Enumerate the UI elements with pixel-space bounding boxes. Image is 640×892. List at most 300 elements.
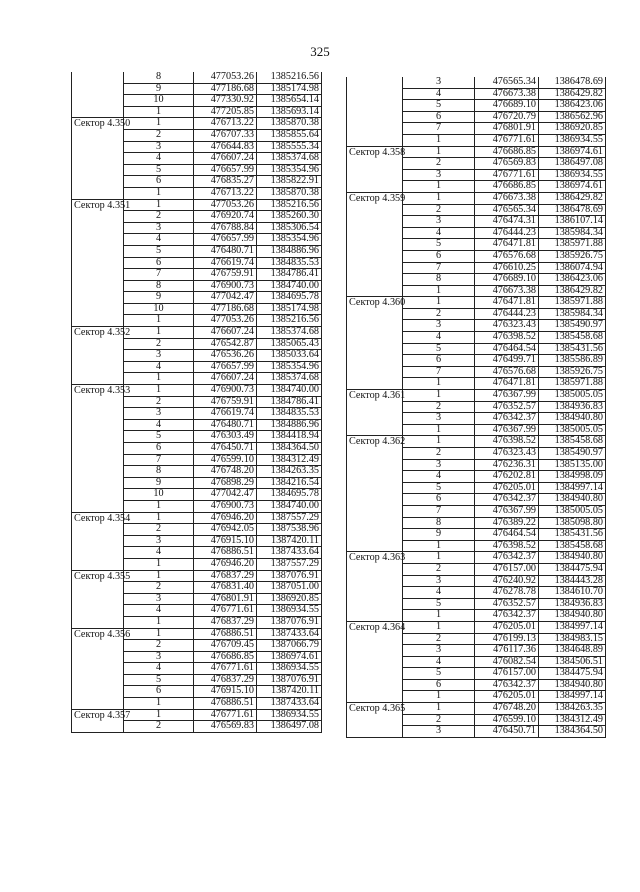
- y-coordinate: 1386934.55: [257, 663, 322, 675]
- point-number: 9: [124, 292, 194, 304]
- x-coordinate: 477053.26: [194, 199, 257, 211]
- y-coordinate: 1385374.68: [257, 153, 322, 165]
- point-number: 5: [124, 674, 194, 686]
- y-coordinate: 1385693.14: [257, 106, 322, 118]
- point-number: 4: [124, 663, 194, 675]
- y-coordinate: 1386934.55: [539, 134, 606, 146]
- x-coordinate: 476398.52: [475, 332, 539, 344]
- sector-label: Сектор 4.354: [72, 512, 124, 570]
- x-coordinate: 477330.92: [194, 95, 257, 107]
- x-coordinate: 476900.73: [194, 280, 257, 292]
- sector-label: Сектор 4.357: [72, 709, 124, 732]
- y-coordinate: 1385870.38: [257, 187, 322, 199]
- y-coordinate: 1386423.06: [539, 274, 606, 286]
- table-row: [347, 552, 606, 564]
- sector-label: Сектор 4.350: [72, 118, 124, 199]
- point-number: 1: [403, 703, 475, 715]
- x-coordinate: 476748.20: [194, 466, 257, 478]
- y-coordinate: 1384997.14: [539, 482, 606, 494]
- x-coordinate: 476707.33: [194, 129, 257, 141]
- y-coordinate: 1386562.96: [539, 111, 606, 123]
- sector-group: [347, 436, 606, 552]
- sector-label: Сектор 4.353: [72, 385, 124, 513]
- point-number: 1: [403, 192, 475, 204]
- x-coordinate: 476471.81: [475, 239, 539, 251]
- sector-label: Сектор 4.361: [347, 390, 403, 436]
- y-coordinate: 1384886.96: [257, 419, 322, 431]
- y-coordinate: 1385174.98: [257, 83, 322, 95]
- point-number: 1: [403, 424, 475, 436]
- x-coordinate: 476619.74: [194, 408, 257, 420]
- point-number: 3: [403, 459, 475, 471]
- y-coordinate: 1386429.82: [539, 88, 606, 100]
- x-coordinate: 476542.87: [194, 338, 257, 350]
- y-coordinate: 1386429.82: [539, 192, 606, 204]
- x-coordinate: 476480.71: [194, 245, 257, 257]
- point-number: 4: [403, 332, 475, 344]
- point-number: 7: [124, 269, 194, 281]
- x-coordinate: 477042.47: [194, 292, 257, 304]
- sector-group: [347, 297, 606, 390]
- x-coordinate: 476657.99: [194, 164, 257, 176]
- point-number: 4: [124, 419, 194, 431]
- x-coordinate: 476837.29: [194, 570, 257, 582]
- y-coordinate: 1384983.15: [539, 633, 606, 645]
- y-coordinate: 1385926.75: [539, 250, 606, 262]
- y-coordinate: 1384786.41: [257, 396, 322, 408]
- point-number: 3: [124, 141, 194, 153]
- y-coordinate: 1384695.78: [257, 292, 322, 304]
- point-number: 1: [124, 570, 194, 582]
- sector-label: Сектор 4.363: [347, 552, 403, 622]
- y-coordinate: 1385354.96: [257, 361, 322, 373]
- x-coordinate: 476471.81: [475, 378, 539, 390]
- y-coordinate: 1385260.30: [257, 211, 322, 223]
- y-coordinate: 1384886.96: [257, 245, 322, 257]
- y-coordinate: 1385374.68: [257, 327, 322, 339]
- y-coordinate: 1385098.80: [539, 517, 606, 529]
- point-number: 5: [124, 164, 194, 176]
- point-number: 2: [124, 524, 194, 536]
- point-number: 3: [124, 593, 194, 605]
- x-coordinate: 476323.43: [475, 448, 539, 460]
- point-number: 1: [124, 373, 194, 385]
- table-row: [72, 570, 322, 582]
- x-coordinate: 476471.81: [475, 297, 539, 309]
- point-number: 6: [403, 250, 475, 262]
- x-coordinate: 476898.29: [194, 477, 257, 489]
- y-coordinate: 1386974.61: [257, 651, 322, 663]
- point-number: 4: [124, 361, 194, 373]
- point-number: 10: [124, 303, 194, 315]
- point-number: 6: [124, 686, 194, 698]
- y-coordinate: 1384443.28: [539, 575, 606, 587]
- point-number: 2: [403, 401, 475, 413]
- x-coordinate: 476771.61: [194, 709, 257, 721]
- x-coordinate: 476303.49: [194, 431, 257, 443]
- x-coordinate: 476607.24: [194, 327, 257, 339]
- point-number: 10: [124, 489, 194, 501]
- x-coordinate: 476202.81: [475, 471, 539, 483]
- y-coordinate: 1385654.14: [257, 95, 322, 107]
- x-coordinate: 476536.26: [194, 350, 257, 362]
- point-number: 1: [124, 709, 194, 721]
- x-coordinate: 476837.29: [194, 674, 257, 686]
- x-coordinate: 477186.68: [194, 303, 257, 315]
- table-row: [347, 77, 606, 88]
- x-coordinate: 476205.01: [475, 621, 539, 633]
- point-number: 3: [403, 575, 475, 587]
- point-number: 6: [403, 679, 475, 691]
- y-coordinate: 1384998.09: [539, 471, 606, 483]
- x-coordinate: 476657.99: [194, 234, 257, 246]
- y-coordinate: 1384940.80: [539, 679, 606, 691]
- sector-group: [347, 552, 606, 622]
- x-coordinate: 476236.31: [475, 459, 539, 471]
- coordinates-table-left: [71, 72, 322, 733]
- table-row: [72, 709, 322, 721]
- y-coordinate: 1384312.49: [257, 454, 322, 466]
- point-number: 2: [403, 633, 475, 645]
- table-row: [347, 192, 606, 204]
- y-coordinate: 1387557.29: [257, 558, 322, 570]
- x-coordinate: 476771.61: [194, 605, 257, 617]
- y-coordinate: 1385005.05: [539, 424, 606, 436]
- x-coordinate: 476942.05: [194, 524, 257, 536]
- x-coordinate: 476713.22: [194, 118, 257, 130]
- point-number: 1: [124, 616, 194, 628]
- point-number: 3: [403, 413, 475, 425]
- point-number: 1: [124, 512, 194, 524]
- point-number: 7: [403, 505, 475, 517]
- table-row: [72, 512, 322, 524]
- y-coordinate: 1384740.00: [257, 280, 322, 292]
- table-row: [72, 385, 322, 397]
- x-coordinate: 476886.51: [194, 698, 257, 710]
- y-coordinate: 1386974.61: [539, 146, 606, 158]
- x-coordinate: 476771.61: [194, 663, 257, 675]
- x-coordinate: 476565.34: [475, 204, 539, 216]
- y-coordinate: 1385033.64: [257, 350, 322, 362]
- x-coordinate: 476915.10: [194, 686, 257, 698]
- point-number: 2: [403, 158, 475, 170]
- point-number: 8: [403, 274, 475, 286]
- sector-label: Сектор 4.359: [347, 192, 403, 296]
- y-coordinate: 1384610.70: [539, 587, 606, 599]
- point-number: 1: [124, 558, 194, 570]
- point-number: 5: [403, 482, 475, 494]
- x-coordinate: 476157.00: [475, 668, 539, 680]
- point-number: 6: [403, 111, 475, 123]
- point-number: 7: [124, 454, 194, 466]
- x-coordinate: 476644.83: [194, 141, 257, 153]
- y-coordinate: 1385984.34: [539, 308, 606, 320]
- point-number: 1: [403, 134, 475, 146]
- x-coordinate: 476686.85: [475, 181, 539, 193]
- x-coordinate: 476837.29: [194, 616, 257, 628]
- sector-group: [72, 709, 322, 732]
- y-coordinate: 1386974.61: [539, 181, 606, 193]
- point-number: 1: [124, 698, 194, 710]
- x-coordinate: 476835.27: [194, 176, 257, 188]
- y-coordinate: 1384997.14: [539, 691, 606, 703]
- point-number: 2: [124, 129, 194, 141]
- point-number: 2: [403, 448, 475, 460]
- sector-group: [347, 390, 606, 436]
- y-coordinate: 1386074.94: [539, 262, 606, 274]
- y-coordinate: 1387076.91: [257, 616, 322, 628]
- sector-label: Сектор 4.360: [347, 297, 403, 390]
- y-coordinate: 1386423.06: [539, 100, 606, 112]
- table-row: [72, 118, 322, 130]
- point-number: 4: [124, 234, 194, 246]
- x-coordinate: 476801.91: [194, 593, 257, 605]
- sector-label: [347, 77, 403, 146]
- sector-label: Сектор 4.364: [347, 621, 403, 702]
- y-coordinate: 1385354.96: [257, 164, 322, 176]
- point-number: 1: [124, 106, 194, 118]
- x-coordinate: 477053.26: [194, 72, 257, 83]
- x-coordinate: 476689.10: [475, 274, 539, 286]
- point-number: 3: [403, 77, 475, 88]
- x-coordinate: 476619.74: [194, 257, 257, 269]
- sector-group: [347, 621, 606, 702]
- point-number: 1: [124, 187, 194, 199]
- y-coordinate: 1384312.49: [539, 714, 606, 726]
- x-coordinate: 477205.85: [194, 106, 257, 118]
- point-number: 5: [403, 239, 475, 251]
- x-coordinate: 476205.01: [475, 482, 539, 494]
- point-number: 2: [124, 211, 194, 223]
- x-coordinate: 476920.74: [194, 211, 257, 223]
- point-number: 4: [124, 547, 194, 559]
- x-coordinate: 476831.40: [194, 582, 257, 594]
- point-number: 1: [403, 436, 475, 448]
- x-coordinate: 476673.38: [475, 192, 539, 204]
- sector-group: [72, 199, 322, 327]
- point-number: 4: [403, 88, 475, 100]
- sector-group: [72, 385, 322, 513]
- point-number: 6: [403, 494, 475, 506]
- point-number: 1: [403, 146, 475, 158]
- x-coordinate: 476576.68: [475, 366, 539, 378]
- y-coordinate: 1385984.34: [539, 227, 606, 239]
- y-coordinate: 1384936.83: [539, 401, 606, 413]
- x-coordinate: 476367.99: [475, 390, 539, 402]
- point-number: 5: [124, 245, 194, 257]
- point-number: 2: [124, 582, 194, 594]
- point-number: 2: [403, 308, 475, 320]
- x-coordinate: 477042.47: [194, 489, 257, 501]
- y-coordinate: 1387433.64: [257, 698, 322, 710]
- table-row: [347, 621, 606, 633]
- table-row: [347, 703, 606, 715]
- y-coordinate: 1384940.80: [539, 413, 606, 425]
- x-coordinate: 476657.99: [194, 361, 257, 373]
- y-coordinate: 1384475.94: [539, 668, 606, 680]
- point-number: 5: [403, 100, 475, 112]
- x-coordinate: 476352.57: [475, 598, 539, 610]
- point-number: 7: [403, 262, 475, 274]
- x-coordinate: 477186.68: [194, 83, 257, 95]
- y-coordinate: 1385216.56: [257, 199, 322, 211]
- sector-label: Сектор 4.355: [72, 570, 124, 628]
- y-coordinate: 1385971.88: [539, 297, 606, 309]
- table-row: [347, 146, 606, 158]
- point-number: 1: [124, 327, 194, 339]
- x-coordinate: 476801.91: [475, 123, 539, 135]
- x-coordinate: 476444.23: [475, 308, 539, 320]
- x-coordinate: 476450.71: [475, 726, 539, 738]
- y-coordinate: 1387051.00: [257, 582, 322, 594]
- point-number: 1: [124, 500, 194, 512]
- point-number: 1: [403, 691, 475, 703]
- x-coordinate: 477053.26: [194, 315, 257, 327]
- y-coordinate: 1384364.50: [257, 443, 322, 455]
- y-coordinate: 1387076.91: [257, 570, 322, 582]
- point-number: 1: [403, 610, 475, 622]
- x-coordinate: 476748.20: [475, 703, 539, 715]
- y-coordinate: 1386478.69: [539, 77, 606, 88]
- y-coordinate: 1384216.54: [257, 477, 322, 489]
- x-coordinate: 476713.22: [194, 187, 257, 199]
- point-number: 3: [124, 222, 194, 234]
- y-coordinate: 1384740.00: [257, 385, 322, 397]
- x-coordinate: 476464.54: [475, 529, 539, 541]
- x-coordinate: 476450.71: [194, 443, 257, 455]
- x-coordinate: 476342.37: [475, 413, 539, 425]
- y-coordinate: 1387433.64: [257, 628, 322, 640]
- point-number: 4: [403, 587, 475, 599]
- y-coordinate: 1387420.11: [257, 535, 322, 547]
- y-coordinate: 1384940.80: [539, 552, 606, 564]
- y-coordinate: 1384940.80: [539, 610, 606, 622]
- y-coordinate: 1385374.68: [257, 373, 322, 385]
- y-coordinate: 1385216.56: [257, 315, 322, 327]
- y-coordinate: 1385354.96: [257, 234, 322, 246]
- sector-label: Сектор 4.352: [72, 327, 124, 385]
- y-coordinate: 1385926.75: [539, 366, 606, 378]
- x-coordinate: 476900.73: [194, 385, 257, 397]
- x-coordinate: 476569.83: [194, 721, 257, 733]
- y-coordinate: 1384740.00: [257, 500, 322, 512]
- x-coordinate: 476444.23: [475, 227, 539, 239]
- y-coordinate: 1384648.89: [539, 645, 606, 657]
- sector-group: [347, 703, 606, 738]
- x-coordinate: 476342.37: [475, 610, 539, 622]
- point-number: 1: [403, 540, 475, 552]
- sector-group: [72, 327, 322, 385]
- point-number: 10: [124, 95, 194, 107]
- x-coordinate: 476480.71: [194, 419, 257, 431]
- point-number: 9: [403, 529, 475, 541]
- x-coordinate: 476342.37: [475, 494, 539, 506]
- y-coordinate: 1387557.29: [257, 512, 322, 524]
- point-number: 3: [124, 350, 194, 362]
- point-number: 1: [403, 552, 475, 564]
- y-coordinate: 1384418.94: [257, 431, 322, 443]
- y-coordinate: 1384263.35: [539, 703, 606, 715]
- x-coordinate: 476205.01: [475, 691, 539, 703]
- point-number: 7: [403, 123, 475, 135]
- y-coordinate: 1385458.68: [539, 540, 606, 552]
- point-number: 1: [124, 199, 194, 211]
- x-coordinate: 476323.43: [475, 320, 539, 332]
- y-coordinate: 1385458.68: [539, 332, 606, 344]
- sector-group: [347, 146, 606, 192]
- sector-group: [72, 570, 322, 628]
- sector-group: [347, 77, 606, 146]
- x-coordinate: 476788.84: [194, 222, 257, 234]
- x-coordinate: 476569.83: [475, 158, 539, 170]
- y-coordinate: 1385555.34: [257, 141, 322, 153]
- point-number: 5: [403, 343, 475, 355]
- y-coordinate: 1387066.79: [257, 640, 322, 652]
- x-coordinate: 476673.38: [475, 88, 539, 100]
- y-coordinate: 1386497.08: [257, 721, 322, 733]
- y-coordinate: 1385855.64: [257, 129, 322, 141]
- x-coordinate: 476474.31: [475, 216, 539, 228]
- x-coordinate: 476771.61: [475, 169, 539, 181]
- y-coordinate: 1385005.05: [539, 505, 606, 517]
- point-number: 8: [124, 466, 194, 478]
- table-row: [72, 327, 322, 339]
- y-coordinate: 1384506.51: [539, 656, 606, 668]
- point-number: 5: [124, 431, 194, 443]
- table-row: [72, 72, 322, 83]
- point-number: 4: [124, 153, 194, 165]
- y-coordinate: 1384475.94: [539, 563, 606, 575]
- point-number: 3: [403, 726, 475, 738]
- x-coordinate: 476720.79: [475, 111, 539, 123]
- x-coordinate: 476946.20: [194, 558, 257, 570]
- y-coordinate: 1386107.14: [539, 216, 606, 228]
- point-number: 4: [403, 656, 475, 668]
- y-coordinate: 1387538.96: [257, 524, 322, 536]
- sector-group: [72, 72, 322, 118]
- x-coordinate: 476599.10: [194, 454, 257, 466]
- y-coordinate: 1386497.08: [539, 158, 606, 170]
- sector-label: Сектор 4.365: [347, 703, 403, 738]
- point-number: 1: [403, 181, 475, 193]
- sector-group: [72, 512, 322, 570]
- point-number: 1: [403, 378, 475, 390]
- coordinates-table-right: [346, 77, 606, 738]
- x-coordinate: 476565.34: [475, 77, 539, 88]
- x-coordinate: 476082.54: [475, 656, 539, 668]
- x-coordinate: 476886.51: [194, 628, 257, 640]
- point-number: 1: [124, 118, 194, 130]
- x-coordinate: 476367.99: [475, 505, 539, 517]
- x-coordinate: 476199.13: [475, 633, 539, 645]
- x-coordinate: 476771.61: [475, 134, 539, 146]
- x-coordinate: 476686.85: [475, 146, 539, 158]
- sector-group: [72, 118, 322, 199]
- x-coordinate: 476709.45: [194, 640, 257, 652]
- y-coordinate: 1387420.11: [257, 686, 322, 698]
- sector-label: Сектор 4.362: [347, 436, 403, 552]
- x-coordinate: 476240.92: [475, 575, 539, 587]
- y-coordinate: 1386920.85: [257, 593, 322, 605]
- x-coordinate: 476157.00: [475, 563, 539, 575]
- point-number: 3: [403, 216, 475, 228]
- x-coordinate: 476689.10: [475, 100, 539, 112]
- y-coordinate: 1386920.85: [539, 123, 606, 135]
- y-coordinate: 1385065.43: [257, 338, 322, 350]
- y-coordinate: 1386934.55: [257, 709, 322, 721]
- point-number: 9: [124, 83, 194, 95]
- y-coordinate: 1385458.68: [539, 436, 606, 448]
